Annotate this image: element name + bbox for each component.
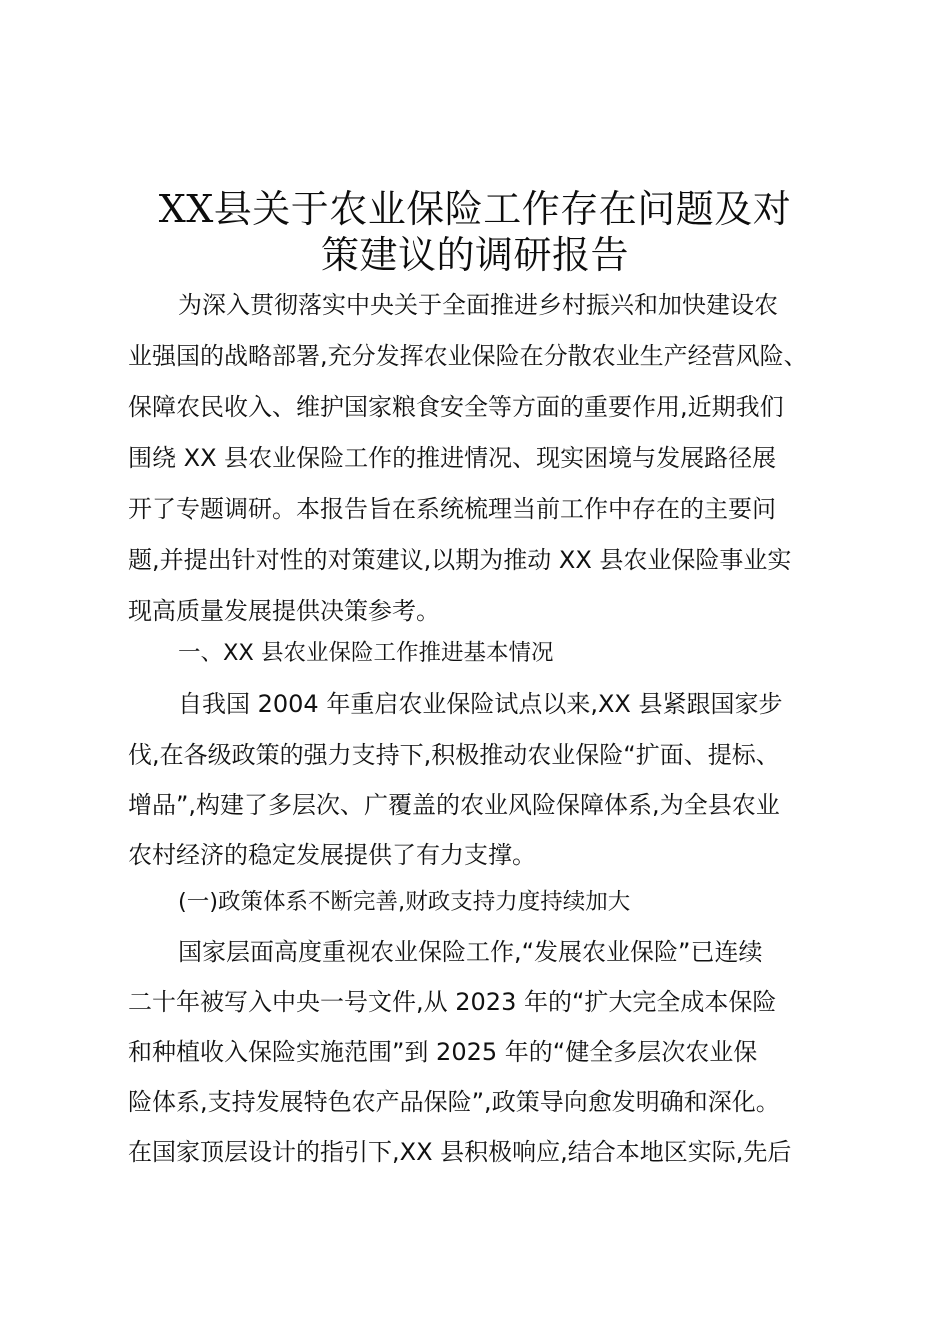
paragraph-intro-line: 开了专题调研。本报告旨在系统梳理当前工作中存在的主要问 (128, 495, 776, 523)
paragraph-line: 国家层面高度重视农业保险工作,“发展农业保险”已连续 (178, 938, 763, 966)
paragraph-line: 险体系,支持发展特色农产品保险”,政策导向愈发明确和深化。 (128, 1088, 780, 1116)
paragraph-line: 增品”,构建了多层次、广覆盖的农业风险保障体系,为全县农业 (128, 791, 780, 819)
paragraph-intro-line: 题,并提出针对性的对策建议,以期为推动 XX 县农业保险事业实 (128, 546, 792, 574)
paragraph-intro-line: 保障农民收入、维护国家粮食安全等方面的重要作用,近期我们 (128, 393, 784, 421)
paragraph-line: 二十年被写入中央一号文件,从 2023 年的“扩大完全成本保险 (128, 988, 777, 1016)
paragraph-line: 农村经济的稳定发展提供了有力支撑。 (128, 841, 536, 869)
paragraph-line: 和种植收入保险实施范围”到 2025 年的“健全多层次农业保 (128, 1038, 758, 1066)
subsection-heading-1: (一)政策体系不断完善,财政支持力度持续加大 (178, 889, 631, 915)
paragraph-intro-line: 围绕 XX 县农业保险工作的推进情况、现实困境与发展路径展 (128, 444, 777, 472)
paragraph-intro-line: 现高质量发展提供决策参考。 (128, 597, 440, 625)
section-heading-1: 一、XX 县农业保险工作推进基本情况 (178, 640, 554, 666)
paragraph-line: 伐,在各级政策的强力支持下,积极推动农业保险“扩面、提标、 (128, 741, 780, 769)
document-title-line-1: XX县关于农业保险工作存在问题及对 (158, 187, 792, 231)
paragraph-line: 自我国 2004 年重启农业保险试点以来,XX 县紧跟国家步 (178, 690, 783, 718)
paragraph-line: 在国家顶层设计的指引下,XX 县积极响应,结合本地区实际,先后 (128, 1138, 792, 1166)
document-title-line-2: 策建议的调研报告 (320, 233, 629, 277)
paragraph-intro-line: 为深入贯彻落实中央关于全面推进乡村振兴和加快建设农 (178, 291, 778, 319)
paragraph-intro-line: 业强国的战略部署,充分发挥农业保险在分散农业生产经营风险、 (128, 342, 808, 370)
